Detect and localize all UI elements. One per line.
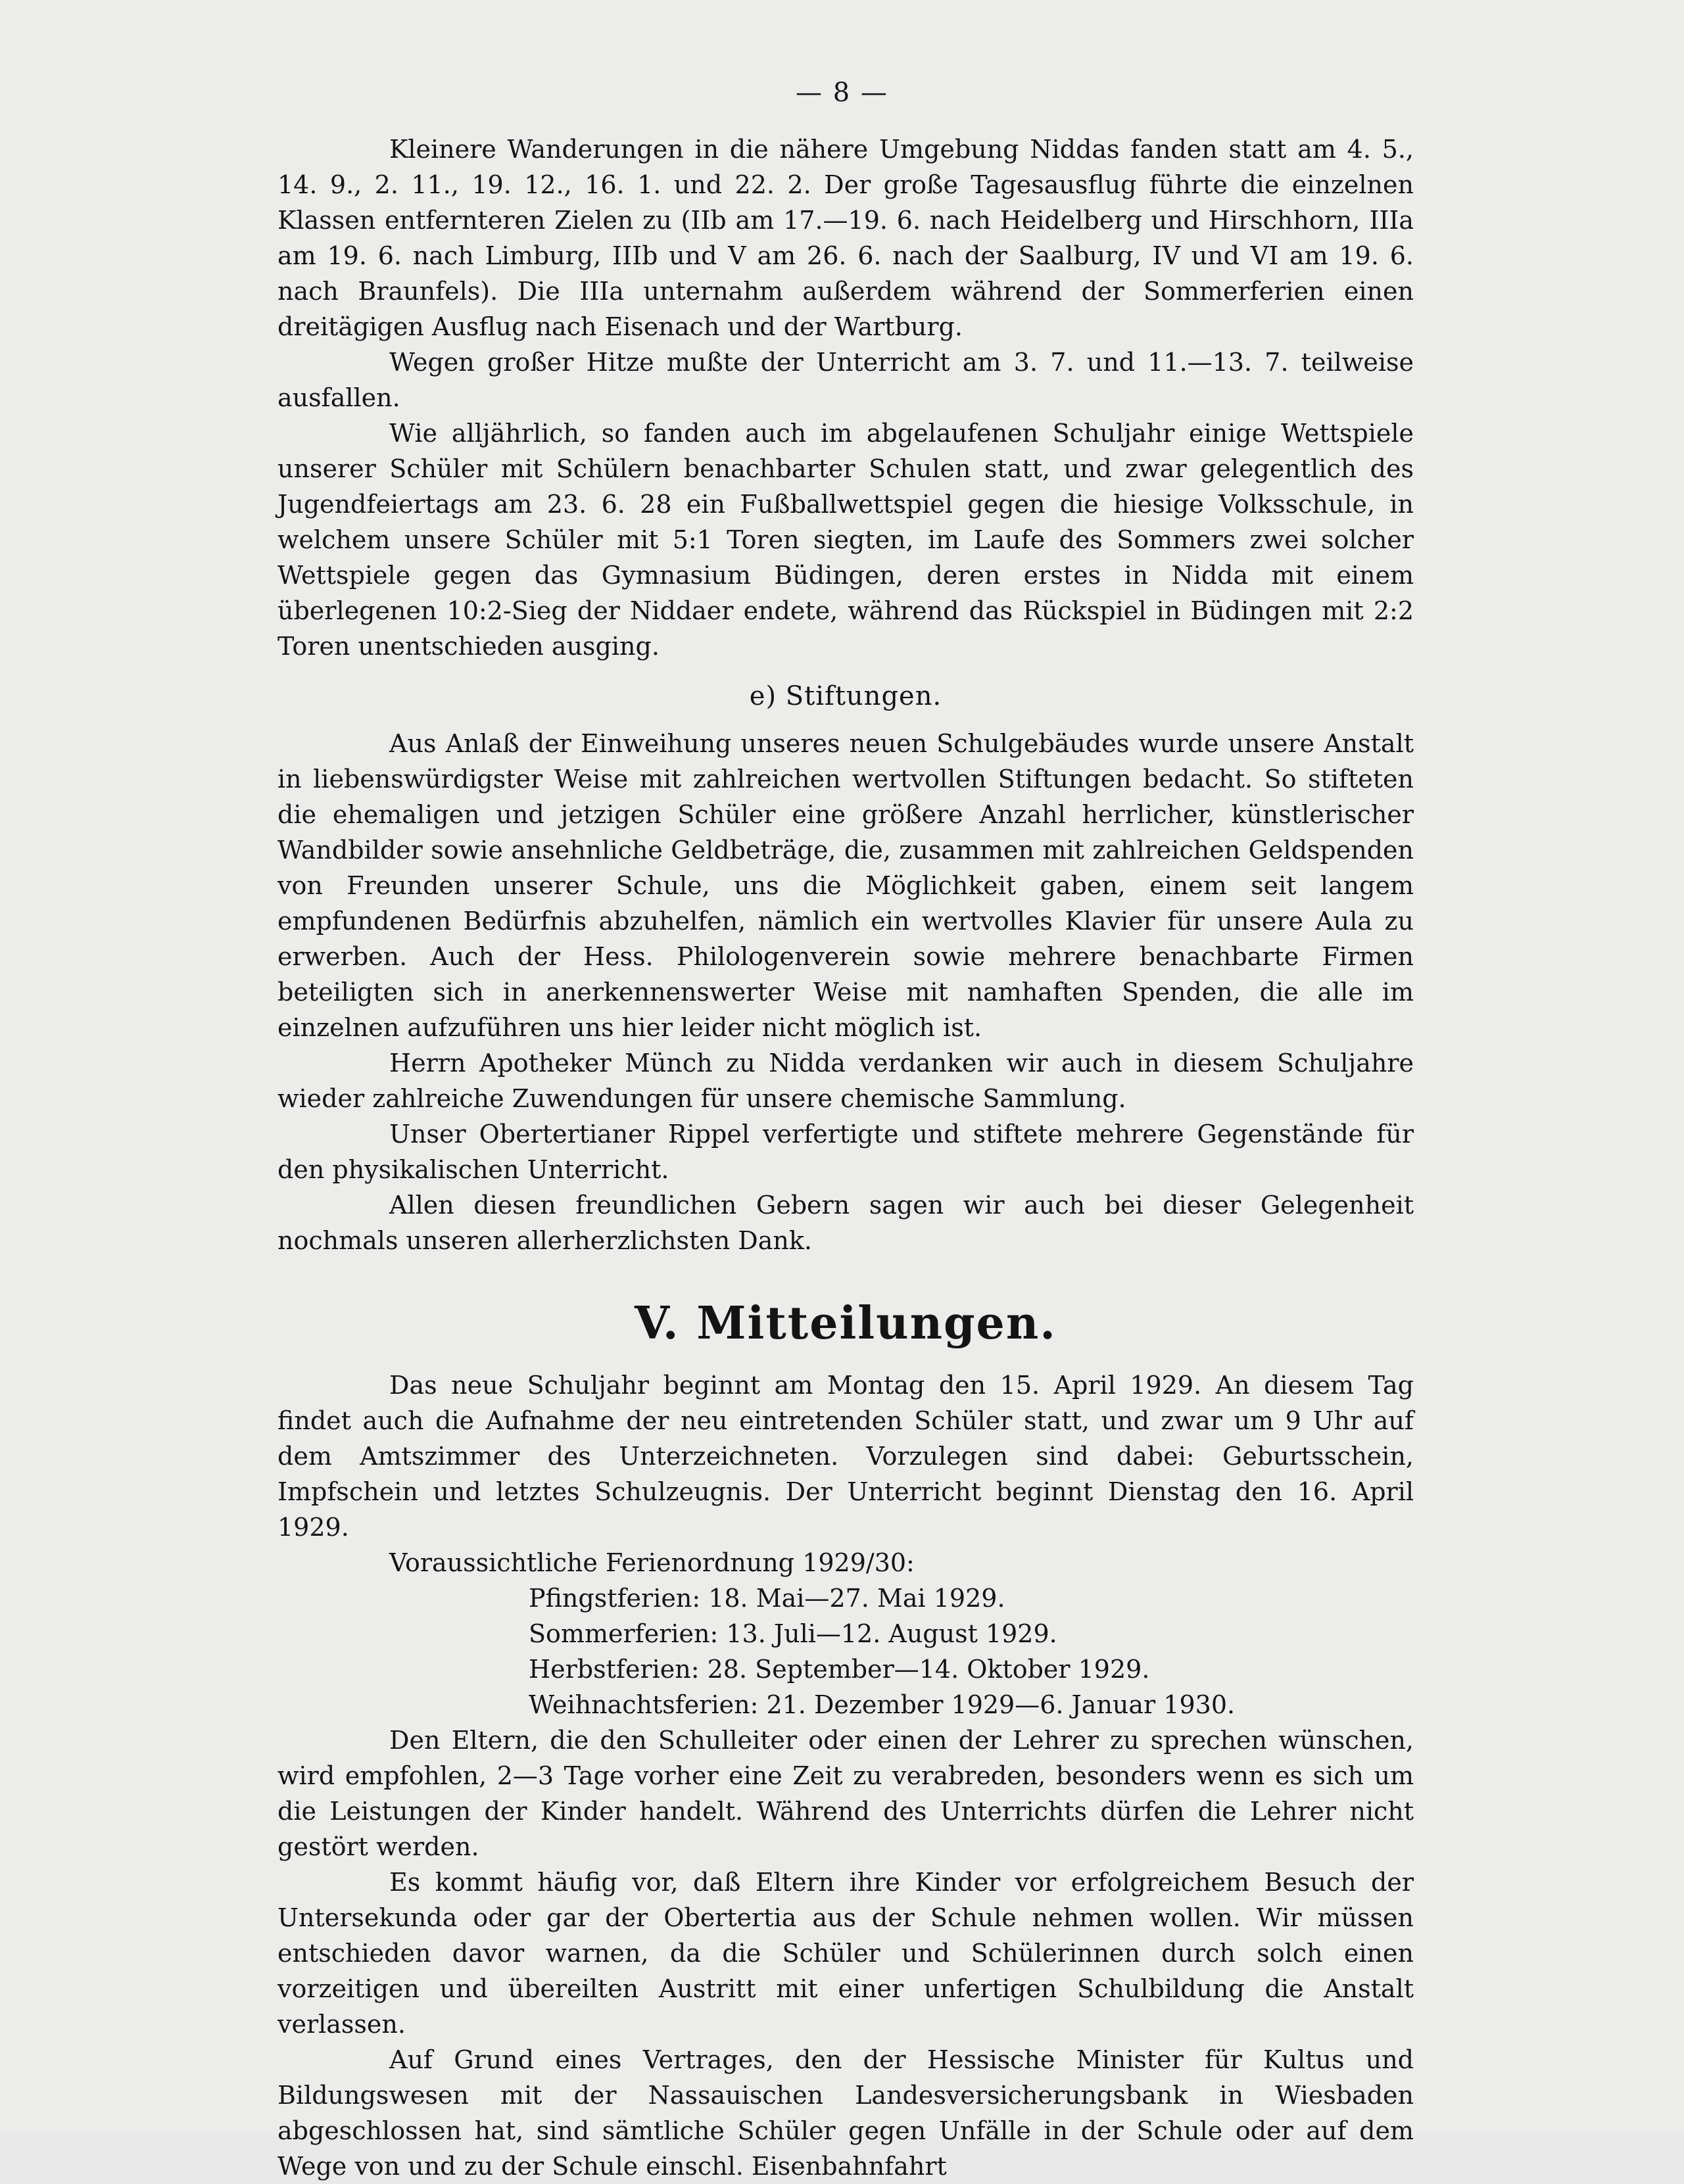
paragraph-dank: Allen diesen freundlichen Gebern sagen wir auch bei dieser Gelegenheit nochmals unseren allerherzlichsten Dank. xyxy=(277,1191,1414,1255)
paragraph-eltern: Den Eltern, die den Schulleiter oder einen der Lehrer zu sprechen wünschen, wird empfohlen, 2—3 Tage vorher eine Zeit zu verabreden, besonders wenn es sich um die Leistungen der Kinder handelt. Während des Unterrichts dürfen die Lehrer nicht gestört werden. xyxy=(277,1726,1414,1861)
paragraph-wanderungen: Kleinere Wanderungen in die nähere Umgebung Niddas fanden statt am 4. 5., 14. 9., 2. 11., 19. 12., 16. 1. und 22. 2. Der große Tagesausflug führte die einzelnen Klassen entfernteren Zielen zu (IIb am 17.—19. 6. nach Heidelberg und Hirschhorn, IIIa am 19. 6. nach Limburg, IIIb und V am 26. 6. nach der Saalburg, IV und VI am 19. 6. nach Braunfels). Die IIIa unternahm außerdem während der Sommerferien einen dreitägigen Ausflug nach Eisenach und der Wartburg. xyxy=(277,135,1414,341)
holiday-herbst: Herbstferien: 28. September—14. Oktober 1929. xyxy=(529,1655,1150,1684)
holiday-weihnachten: Weihnachtsferien: 21. Dezember 1929—6. Januar 1930. xyxy=(529,1690,1236,1719)
heading-mitteilungen: V. Mitteilungen. xyxy=(635,1297,1057,1350)
holiday-sommer: Sommerferien: 13. Juli—12. August 1929. xyxy=(529,1619,1057,1648)
text-column xyxy=(277,131,1414,2184)
paragraph-apotheker: Herrn Apotheker Münch zu Nidda verdanken wir auch in diesem Schuljahre wieder zahlreiche Zuwendungen für unsere chemische Sammlung. xyxy=(277,1049,1414,1113)
holiday-pfingsten: Pfingstferien: 18. Mai—27. Mai 1929. xyxy=(529,1584,1005,1613)
paragraph-wettspiele: Wie alljährlich, so fanden auch im abgelaufenen Schuljahr einige Wettspiele unserer Schüler mit Schülern benachbarter Schulen statt, und zwar gelegentlich des Jugendfeiertags am 23. 6. 28 ein Fußballwettspiel gegen die hiesige Volksschule, in welchem unsere Schüler mit 5:1 Toren siegten, im Laufe des Sommers zwei solcher Wettspiele gegen das Gymnasium Büdingen, deren erstes in Nidda mit einem überlegenen 10:2-Sieg der Niddaer endete, während das Rückspiel in Büdingen mit 2:2 Toren unentschieden ausging. xyxy=(277,419,1414,661)
holiday-list xyxy=(277,1580,1414,1722)
paragraph-austritt: Es kommt häufig vor, daß Eltern ihre Kinder vor erfolgreichem Besuch der Untersekunda oder gar der Obertertia aus der Schule nehmen wollen. Wir müssen entschieden davor warnen, da die Schüler und Schülerinnen durch solch einen vorzeitigen und übereilten Austritt mit einer unfertigen Schulbildung die Anstalt verlassen. xyxy=(277,1868,1414,2039)
heading-stiftungen: e) Stiftungen. xyxy=(749,681,942,711)
paragraph-versicherung: Auf Grund eines Vertrages, den der Hessische Minister für Kultus und Bildungswesen mit der Nassauischen Landesversicherungsbank in Wiesbaden abgeschlossen hat, sind sämtliche Schüler gegen Unfälle in der Schule oder auf dem Wege von und zu der Schule einschl. Eisenbahnfahrt xyxy=(277,2045,1414,2181)
paragraph-ferien-intro: Voraussichtliche Ferienordnung 1929/30: xyxy=(389,1548,915,1577)
page-number: — 8 — xyxy=(796,78,888,108)
paragraph-hitze: Wegen großer Hitze mußte der Unterricht am 3. 7. und 11.—13. 7. teilweise ausfallen. xyxy=(277,348,1414,412)
paragraph-schuljahr: Das neue Schuljahr beginnt am Montag den 15. April 1929. An diesem Tag findet auch die Aufnahme der neu eintretenden Schüler statt, und zwar um 9 Uhr auf dem Amtszimmer des Unterzeichneten. Vorzulegen sind dabei: Geburtsschein, Impfschein und letztes Schulzeugnis. Der Unterricht beginnt Dienstag den 16. April 1929. xyxy=(277,1371,1414,1542)
paragraph-obertertianer: Unser Obertertianer Rippel verfertigte und stiftete mehrere Gegenstände für den physikalischen Unterricht. xyxy=(277,1120,1414,1184)
paragraph-einweihung: Aus Anlaß der Einweihung unseres neuen Schulgebäudes wurde unsere Anstalt in liebenswürdigster Weise mit zahlreichen wertvollen Stiftungen bedacht. So stifteten die ehemaligen und jetzigen Schüler eine größere Anzahl herrlicher, künstlerischer Wandbilder sowie ansehnliche Geldbeträge, die, zusammen mit zahlreichen Geldspenden von Freunden unserer Schule, uns die Möglichkeit gaben, einem seit langem empfundenen Bedürfnis abzuhelfen, nämlich ein wertvolles Klavier für unsere Aula zu erwerben. Auch der Hess. Philologenverein sowie mehrere benachbarte Firmen beteiligten sich in anerkennenswerter Weise mit namhaften Spenden, die alle im einzelnen aufzuführen uns hier leider nicht möglich ist. xyxy=(277,729,1414,1042)
